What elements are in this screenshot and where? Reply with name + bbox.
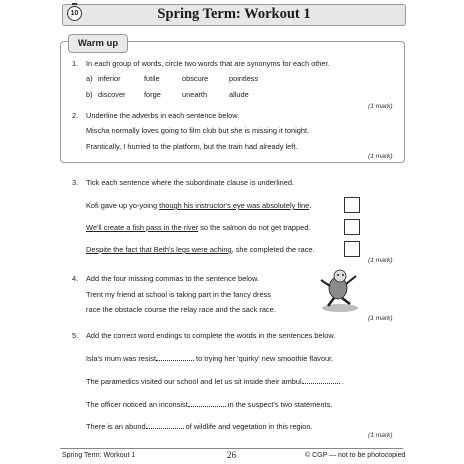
q1b-word[interactable]: unearth [182, 90, 208, 99]
q1b-word[interactable]: discover [98, 90, 126, 99]
q1a-word[interactable]: futile [144, 74, 160, 83]
q1-number: 1. [72, 59, 79, 68]
q1b-word[interactable]: allude [229, 90, 249, 99]
q4-instruction: Add the four missing commas to the sentence below. [86, 274, 259, 283]
footer-divider [60, 448, 403, 449]
q2-sentence-2[interactable]: Frantically, I hurried to the platform, but the train had already left. [86, 142, 298, 151]
q5-instruction: Add the correct word endings to complete the words in the sentences below. [86, 331, 336, 340]
footer-title: Spring Term: Workout 1 [62, 452, 136, 459]
warm-up-label: Warm up [68, 34, 128, 53]
answer-blank[interactable] [156, 353, 194, 361]
q5-number: 5. [72, 331, 79, 340]
q5-mark: (1 mark) [368, 432, 393, 439]
q3-mark: (1 mark) [368, 257, 393, 264]
q3-tick-box-1[interactable] [344, 197, 360, 213]
page-number: 26 [227, 450, 236, 460]
q2-instruction: Underline the adverbs in each sentence below. [86, 111, 240, 120]
q4-line-2[interactable]: race the obstacle course the relay race and the sack race. [86, 305, 276, 314]
answer-blank[interactable] [302, 376, 340, 384]
q1b-word[interactable]: forge [144, 90, 161, 99]
answer-blank[interactable] [188, 399, 226, 407]
q5-sentence-3: The officer noticed an inconsist in the suspect's two statements. [86, 400, 333, 409]
q2-number: 2. [72, 111, 79, 120]
q3-sentence-2: We'll create a fish pass in the river so the salmon do not get trapped. [86, 223, 311, 232]
footer-copyright: © CGP — not to be photocopied [305, 452, 406, 459]
q2-sentence-1[interactable]: Mischa normally loves going to film club but she is missing it tonight. [86, 126, 310, 135]
answer-blank[interactable] [146, 421, 184, 429]
q1a-word[interactable]: inferior [98, 74, 121, 83]
q3-tick-box-3[interactable] [344, 241, 360, 257]
stopwatch-icon [67, 6, 82, 21]
q5-sentence-4: There is an abund of wildlife and vegetation in this region. [86, 422, 313, 431]
q4-line-1[interactable]: Trent my friend at school is taking part in the fancy dress [86, 290, 271, 299]
workout-number: 10 [70, 10, 79, 17]
page-header [62, 4, 406, 26]
q3-sentence-3: Despite the fact that Beth's legs were aching, she completed the race. [86, 245, 315, 254]
q4-mark: (1 mark) [368, 315, 393, 322]
q2-mark: (1 mark) [368, 153, 393, 160]
q1b-letter: b) [86, 90, 93, 99]
q3-tick-box-2[interactable] [344, 219, 360, 235]
q1a-word[interactable]: pointless [229, 74, 259, 83]
q4-number: 4. [72, 274, 79, 283]
q1-instruction: In each group of words, circle two words that are synonyms for each other. [86, 59, 330, 68]
q3-number: 3. [72, 178, 79, 187]
page-title: Spring Term: Workout 1 [157, 6, 311, 22]
q3-sentence-1: Kofi gave up yo-yoing though his instructor's eye was absolutely fine. [86, 201, 312, 210]
q3-instruction: Tick each sentence where the subordinate clause is underlined. [86, 178, 295, 187]
q5-sentence-1: Isla's mum was resist to trying her 'quirky' new smoothie flavour. [86, 354, 334, 363]
q5-sentence-2: The paramedics visited our school and let us sit inside their ambul . [86, 377, 344, 386]
runner-illustration-icon [318, 268, 362, 314]
q1-mark: (1 mark) [368, 103, 393, 110]
q1a-word[interactable]: obscure [182, 74, 209, 83]
q1a-letter: a) [86, 74, 93, 83]
